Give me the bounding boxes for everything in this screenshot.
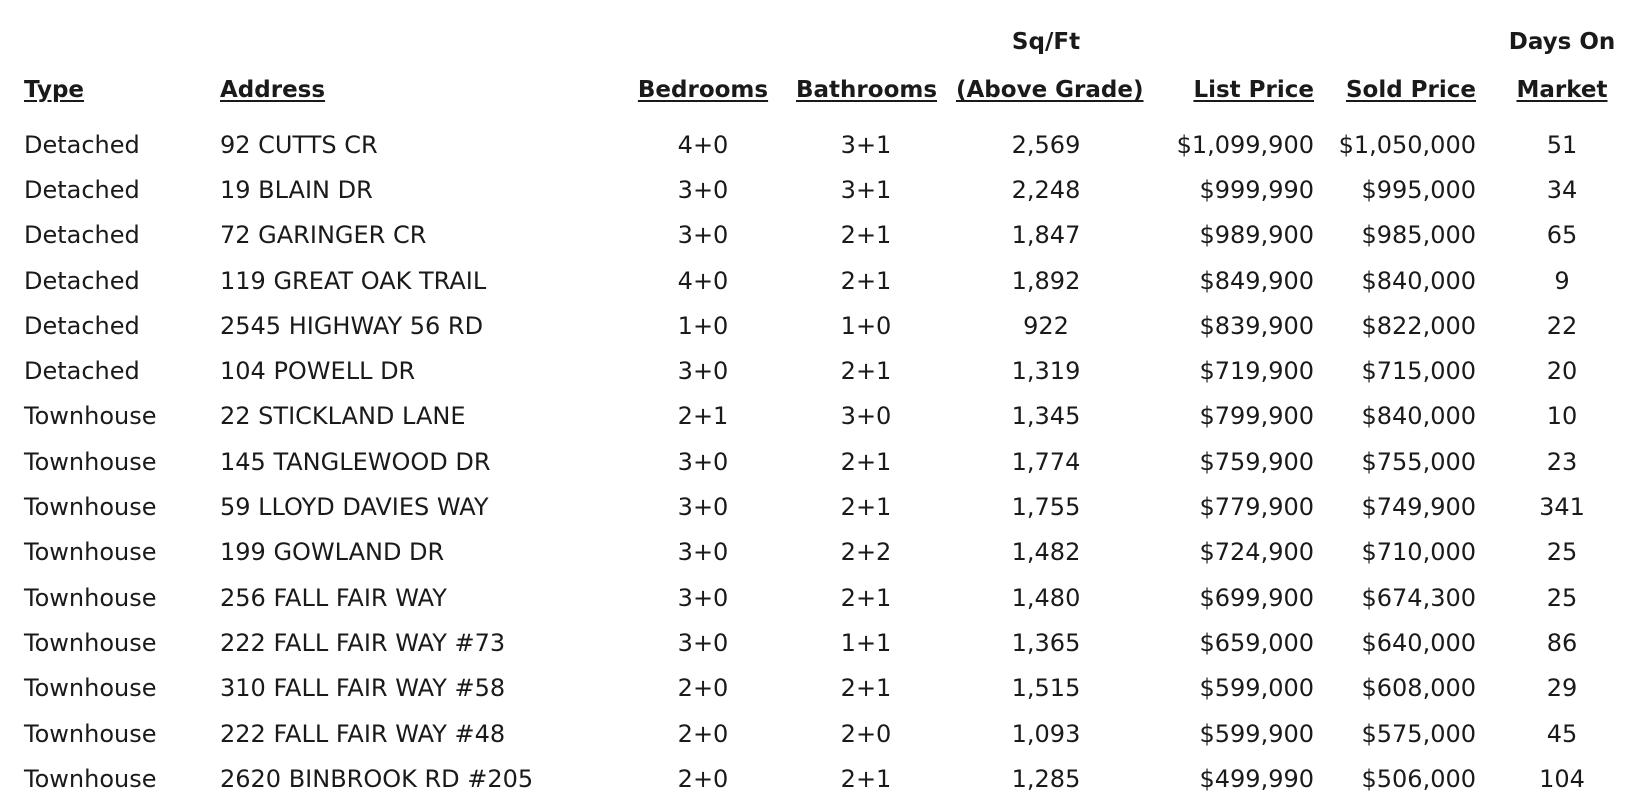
cell-type: Townhouse [24, 447, 157, 476]
header-sqft-line2: (Above Grade) [956, 77, 1144, 103]
cell-type: Townhouse [24, 764, 157, 793]
cell-sqft: 1,319 [1011, 357, 1081, 386]
cell-bathrooms: 2+1 [840, 764, 892, 793]
cell-type: Detached [24, 221, 140, 250]
cell-list-price: $849,900 [1199, 266, 1314, 295]
cell-type: Townhouse [24, 538, 157, 567]
cell-type: Townhouse [24, 674, 157, 703]
cell-address: 59 LLOYD DAVIES WAY [220, 493, 489, 522]
cell-type: Townhouse [24, 493, 157, 522]
cell-sqft: 1,892 [1011, 266, 1081, 295]
header-row [14, 14, 1638, 114]
cell-sqft: 1,365 [1011, 628, 1081, 657]
cell-sold-price: $749,900 [1361, 493, 1476, 522]
cell-days-on-market: 341 [1539, 493, 1585, 522]
table-row [14, 756, 1638, 801]
cell-days-on-market: 25 [1546, 538, 1578, 567]
table-row [14, 530, 1638, 575]
header-dom-line2: Market [1516, 77, 1608, 103]
cell-type: Townhouse [24, 719, 157, 748]
cell-list-price: $724,900 [1199, 538, 1314, 567]
cell-type: Detached [24, 311, 140, 340]
cell-type: Detached [24, 266, 140, 295]
cell-bedrooms: 3+0 [677, 538, 729, 567]
cell-days-on-market: 45 [1546, 719, 1578, 748]
cell-sold-price: $755,000 [1361, 447, 1476, 476]
cell-bathrooms: 3+1 [840, 175, 892, 204]
cell-address: 199 GOWLAND DR [220, 538, 445, 567]
table-row [14, 167, 1638, 212]
table-row [14, 484, 1638, 529]
cell-list-price: $989,900 [1199, 221, 1314, 250]
cell-sold-price: $640,000 [1361, 628, 1476, 657]
cell-address: 256 FALL FAIR WAY [220, 583, 447, 612]
cell-days-on-market: 25 [1546, 583, 1578, 612]
header-sqft [946, 14, 1146, 114]
cell-bathrooms: 2+1 [840, 221, 892, 250]
table-row [14, 348, 1638, 393]
cell-address: 119 GREAT OAK TRAIL [220, 266, 487, 295]
header-days-on-market [1486, 14, 1638, 114]
cell-bathrooms: 3+1 [840, 130, 892, 159]
cell-list-price: $599,000 [1199, 674, 1314, 703]
cell-bathrooms: 2+1 [840, 583, 892, 612]
cell-address: 104 POWELL DR [220, 357, 416, 386]
cell-sqft: 1,847 [1011, 221, 1081, 250]
sold-listings-table [14, 14, 1638, 801]
cell-list-price: $779,900 [1199, 493, 1314, 522]
cell-bathrooms: 2+1 [840, 674, 892, 703]
cell-bathrooms: 2+1 [840, 493, 892, 522]
cell-sqft: 1,093 [1011, 719, 1081, 748]
cell-list-price: $599,900 [1199, 719, 1314, 748]
cell-type: Detached [24, 175, 140, 204]
table-row [14, 114, 1638, 167]
cell-bathrooms: 3+0 [840, 402, 892, 431]
cell-type: Townhouse [24, 402, 157, 431]
cell-sqft: 2,248 [1011, 175, 1081, 204]
cell-sold-price: $822,000 [1361, 311, 1476, 340]
table-row [14, 666, 1638, 711]
cell-days-on-market: 86 [1546, 628, 1578, 657]
cell-bedrooms: 3+0 [677, 221, 729, 250]
cell-type: Detached [24, 357, 140, 386]
cell-bedrooms: 2+0 [677, 719, 729, 748]
cell-bedrooms: 3+0 [677, 175, 729, 204]
cell-sqft: 1,774 [1011, 447, 1081, 476]
cell-bedrooms: 3+0 [677, 583, 729, 612]
cell-list-price: $499,990 [1199, 764, 1314, 793]
cell-bedrooms: 2+0 [677, 764, 729, 793]
cell-type: Detached [24, 130, 140, 159]
cell-bathrooms: 1+1 [840, 628, 892, 657]
cell-address: 19 BLAIN DR [220, 175, 373, 204]
cell-sold-price: $985,000 [1361, 221, 1476, 250]
cell-sqft: 1,345 [1011, 402, 1081, 431]
cell-sqft: 922 [1023, 311, 1069, 340]
cell-sqft: 1,285 [1011, 764, 1081, 793]
cell-bedrooms: 3+0 [677, 447, 729, 476]
table-body [14, 114, 1638, 801]
cell-list-price: $719,900 [1199, 357, 1314, 386]
cell-list-price: $839,900 [1199, 311, 1314, 340]
cell-days-on-market: 22 [1546, 311, 1578, 340]
table-row [14, 711, 1638, 756]
cell-sqft: 1,482 [1011, 538, 1081, 567]
cell-list-price: $699,900 [1199, 583, 1314, 612]
header-bedrooms: Bedrooms [637, 77, 769, 103]
cell-type: Townhouse [24, 628, 157, 657]
table-header [14, 14, 1638, 114]
cell-bedrooms: 1+0 [677, 311, 729, 340]
cell-days-on-market: 9 [1554, 266, 1570, 295]
cell-days-on-market: 51 [1546, 130, 1578, 159]
table-row [14, 258, 1638, 303]
cell-bedrooms: 3+0 [677, 628, 729, 657]
table-row [14, 213, 1638, 258]
cell-bedrooms: 3+0 [677, 357, 729, 386]
table-row [14, 620, 1638, 665]
cell-days-on-market: 20 [1546, 357, 1578, 386]
cell-sold-price: $1,050,000 [1338, 130, 1476, 159]
cell-days-on-market: 10 [1546, 402, 1578, 431]
cell-bedrooms: 4+0 [677, 130, 729, 159]
cell-days-on-market: 23 [1546, 447, 1578, 476]
cell-address: 222 FALL FAIR WAY #73 [220, 628, 506, 657]
cell-sold-price: $608,000 [1361, 674, 1476, 703]
header-type: Type [24, 77, 85, 103]
header-address: Address [220, 77, 326, 103]
cell-address: 72 GARINGER CR [220, 221, 427, 250]
cell-bathrooms: 2+2 [840, 538, 892, 567]
cell-days-on-market: 65 [1546, 221, 1578, 250]
cell-bedrooms: 2+1 [677, 402, 729, 431]
cell-sold-price: $715,000 [1361, 357, 1476, 386]
cell-list-price: $1,099,900 [1176, 130, 1314, 159]
table-row [14, 303, 1638, 348]
cell-list-price: $799,900 [1199, 402, 1314, 431]
cell-bathrooms: 2+1 [840, 266, 892, 295]
cell-address: 22 STICKLAND LANE [220, 402, 466, 431]
header-sqft-line1: Sq/Ft [1011, 29, 1081, 55]
header-sold-price: Sold Price [1345, 77, 1476, 103]
cell-list-price: $759,900 [1199, 447, 1314, 476]
cell-type: Townhouse [24, 583, 157, 612]
cell-address: 2545 HIGHWAY 56 RD [220, 311, 484, 340]
cell-sqft: 2,569 [1011, 130, 1081, 159]
cell-address: 222 FALL FAIR WAY #48 [220, 719, 506, 748]
table-row [14, 575, 1638, 620]
cell-address: 2620 BINBROOK RD #205 [220, 764, 534, 793]
cell-address: 310 FALL FAIR WAY #58 [220, 674, 506, 703]
cell-bedrooms: 4+0 [677, 266, 729, 295]
cell-sold-price: $995,000 [1361, 175, 1476, 204]
cell-list-price: $999,990 [1199, 175, 1314, 204]
cell-bathrooms: 2+0 [840, 719, 892, 748]
cell-sold-price: $840,000 [1361, 266, 1476, 295]
header-list-price: List Price [1193, 77, 1314, 103]
cell-bathrooms: 1+0 [840, 311, 892, 340]
header-dom-line1: Days On [1508, 29, 1616, 55]
cell-days-on-market: 104 [1539, 764, 1585, 793]
header-bathrooms: Bathrooms [796, 77, 938, 103]
cell-sqft: 1,755 [1011, 493, 1081, 522]
cell-list-price: $659,000 [1199, 628, 1314, 657]
cell-address: 92 CUTTS CR [220, 130, 378, 159]
cell-days-on-market: 29 [1546, 674, 1578, 703]
cell-sold-price: $710,000 [1361, 538, 1476, 567]
cell-sqft: 1,480 [1011, 583, 1081, 612]
cell-bedrooms: 2+0 [677, 674, 729, 703]
cell-sold-price: $674,300 [1361, 583, 1476, 612]
cell-sqft: 1,515 [1011, 674, 1081, 703]
cell-sold-price: $840,000 [1361, 402, 1476, 431]
cell-address: 145 TANGLEWOOD DR [220, 447, 491, 476]
cell-sold-price: $575,000 [1361, 719, 1476, 748]
table-row [14, 394, 1638, 439]
cell-bedrooms: 3+0 [677, 493, 729, 522]
cell-bathrooms: 2+1 [840, 447, 892, 476]
table-row [14, 439, 1638, 484]
cell-sold-price: $506,000 [1361, 764, 1476, 793]
cell-bathrooms: 2+1 [840, 357, 892, 386]
cell-days-on-market: 34 [1546, 175, 1578, 204]
